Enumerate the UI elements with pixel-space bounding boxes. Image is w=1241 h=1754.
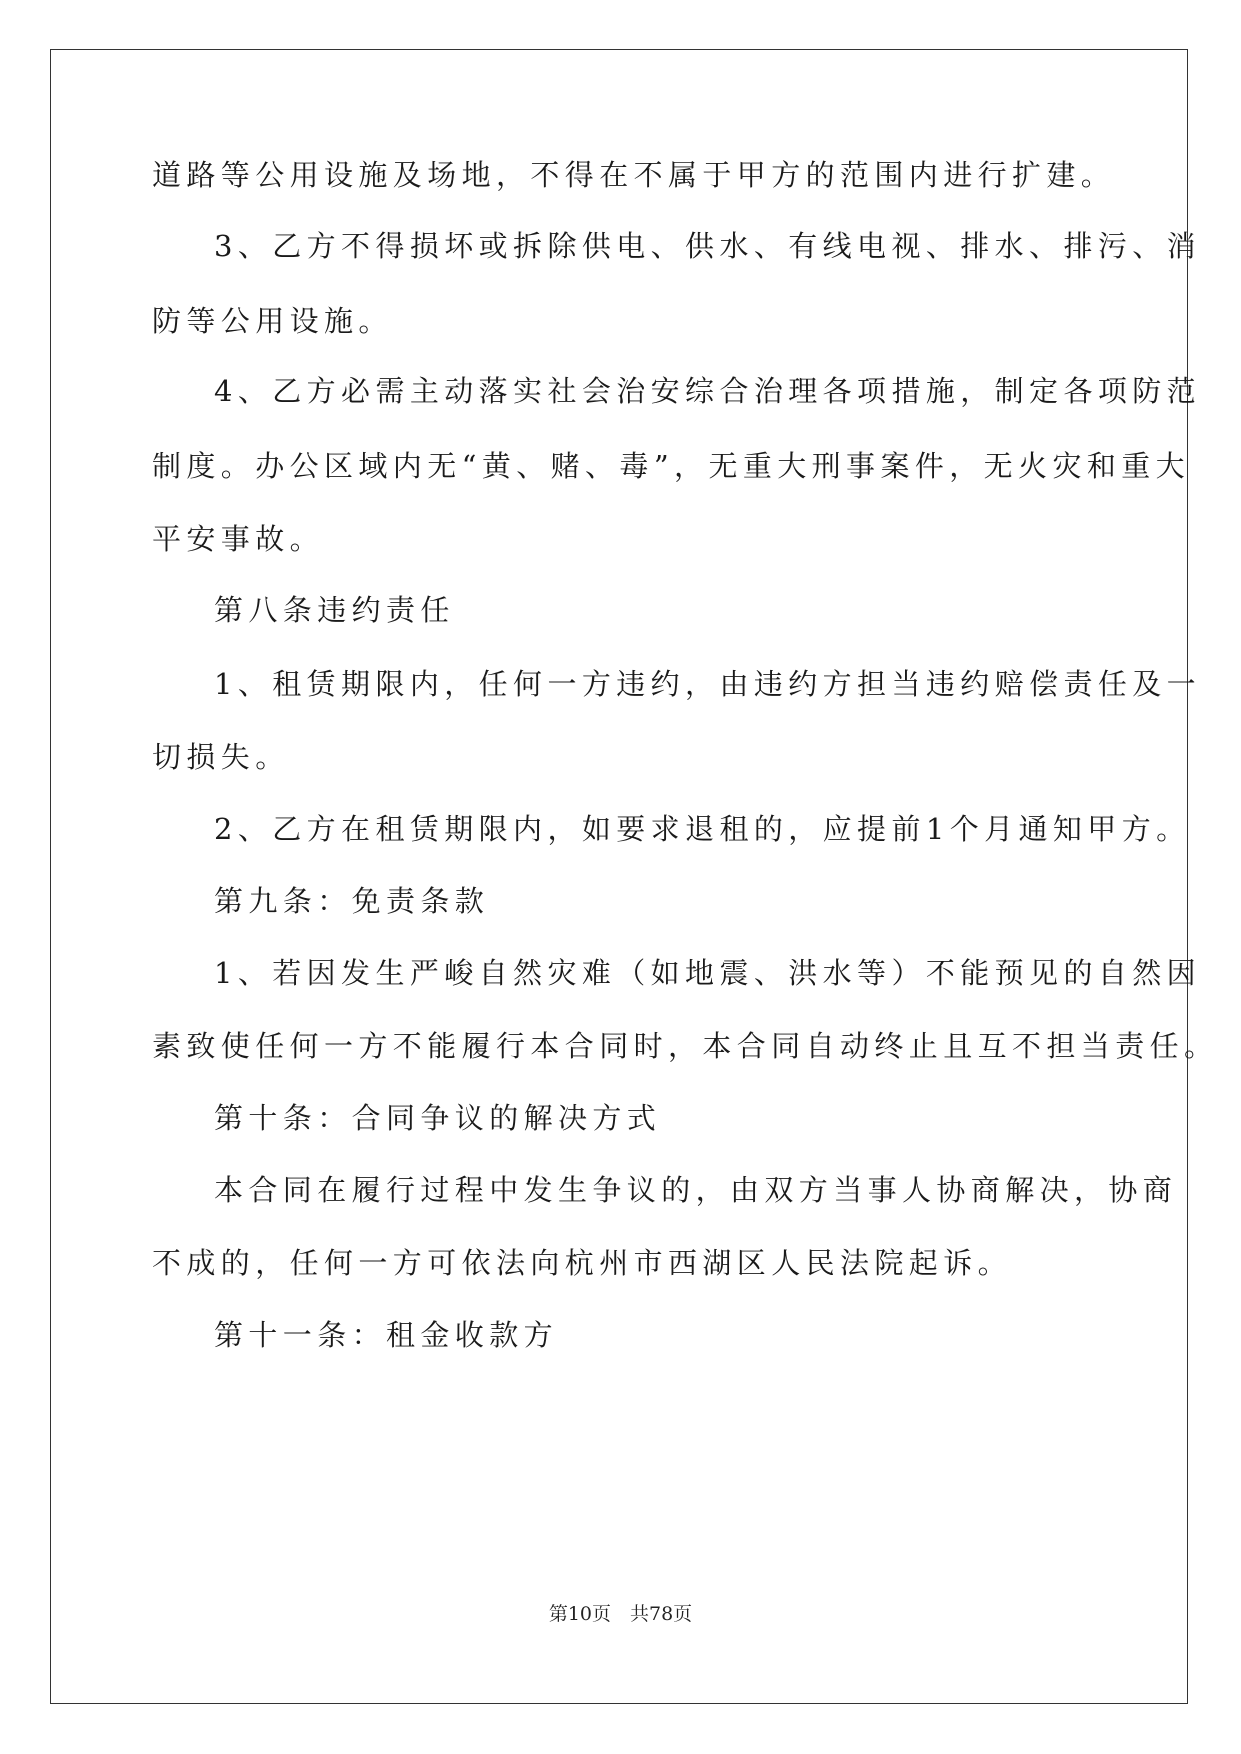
text-line: 1、租赁期限内，任何一方违约，由违约方担当违约赔偿责任及一 [214, 667, 1202, 701]
text-line: 防等公用设施。 [152, 304, 393, 338]
section-heading: 第八条违约责任 [214, 593, 455, 627]
text-line: 切损失。 [152, 740, 290, 774]
text-line: 平安事故。 [152, 522, 325, 556]
page-number-footer: 第10页 共78页 [548, 1603, 693, 1625]
text-line: 道路等公用设施及场地，不得在不属于甲方的范围内进行扩建。 [152, 158, 1116, 192]
text-line: 制度。办公区域内无“黄、赌、毒”，无重大刑事案件，无火灾和重大 [152, 449, 1191, 483]
section-heading: 第十一条：租金收款方 [214, 1318, 559, 1352]
section-heading: 第九条：免责条款 [214, 884, 490, 918]
text-line: 1、若因发生严峻自然灾难（如地震、洪水等）不能预见的自然因 [214, 956, 1202, 990]
text-line: 3、乙方不得损坏或拆除供电、供水、有线电视、排水、排污、消 [214, 229, 1202, 263]
section-heading: 第十条：合同争议的解决方式 [214, 1101, 662, 1135]
text-line: 不成的，任何一方可依法向杭州市西湖区人民法院起诉。 [152, 1246, 1013, 1280]
page-border [50, 49, 1191, 1704]
text-line: 本合同在履行过程中发生争议的，由双方当事人协商解决，协商 [214, 1173, 1178, 1207]
text-line: 2、乙方在租赁期限内，如要求退租的，应提前1个月通知甲方。 [214, 812, 1191, 846]
text-line: 4、乙方必需主动落实社会治安综合治理各项措施，制定各项防范 [214, 374, 1202, 408]
text-line: 素致使任何一方不能履行本合同时，本合同自动终止且互不担当责任。 [152, 1029, 1219, 1063]
